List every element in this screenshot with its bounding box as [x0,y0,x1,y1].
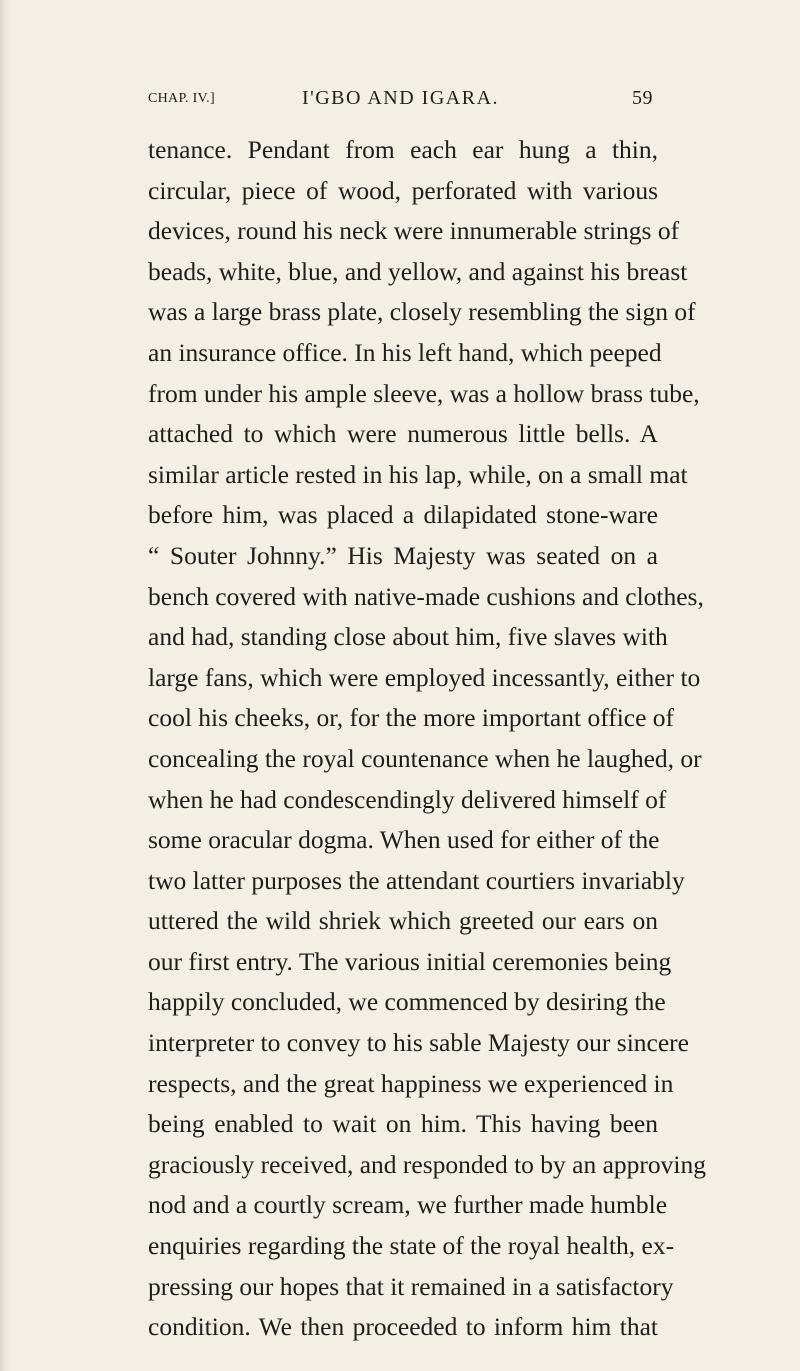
text-line: enquiries regarding the state of the royal health, ex- [148,1231,675,1261]
text-line: beads, white, blue, and yellow, and against his breast [148,256,688,286]
text-line: when he had condescendingly delivered himself of [148,784,667,814]
text-line: uttered the wild shriek which greeted our ears on [148,906,658,936]
page-number: 59 [632,87,653,109]
text-line: respects, and the great happiness we experienced in [148,1068,674,1098]
text-line: concealing the royal countenance when he laughed, or [148,743,702,773]
text-line: large fans, which were employed incessantly, either to [148,662,701,692]
text-line: attached to which were numerous little bells. A [148,419,658,449]
text-line: and had, standing close about him, five slaves with [148,622,668,652]
text-line: happily concluded, we commenced by desiring the [148,987,666,1017]
text-line: bench covered with native-made cushions and clothes, [148,581,704,611]
text-line: was a large brass plate, closely resembling the sign of [148,297,696,327]
text-line: some oracular dogma. When used for either of the [148,825,660,855]
text-line: nod and a courtly scream, we further made humble [148,1190,668,1220]
text-line: our first entry. The various initial ceremonies being [148,946,672,976]
text-line: devices, round his neck were innumerable strings of [148,216,680,246]
text-line: graciously received, and responded to by an approving [148,1149,706,1179]
text-line: an insurance office. In his left hand, which peeped [148,337,662,367]
chapter-label: CHAP. IV.] [148,91,215,106]
text-line: similar article rested in his lap, while, on a small mat [148,459,688,489]
text-line: two latter purposes the attendant courtiers invariably [148,865,685,895]
text-line: condition. We then proceeded to inform him that [148,1312,658,1342]
running-title: I'GBO AND IGARA. [301,87,500,109]
text-line: before him, was placed a dilapidated stone-ware [148,500,658,530]
running-header [148,84,653,114]
text-line: being enabled to wait on him. This having been [148,1109,658,1139]
body-text [148,130,706,1348]
text-line: cool his cheeks, or, for the more important office of [148,703,675,733]
text-line: pressing our hopes that it remained in a satisfactory [148,1271,674,1301]
text-line: “ Souter Johnny.” His Majesty was seated on a [148,540,658,570]
text-line: tenance. Pendant from each ear hung a thin, [148,135,658,164]
text-line: from under his ample sleeve, was a hollow brass tube, [148,378,700,408]
text-line: circular, piece of wood, perforated with various [148,175,658,205]
text-line: interpreter to convey to his sable Majesty our sincere [148,1028,689,1058]
